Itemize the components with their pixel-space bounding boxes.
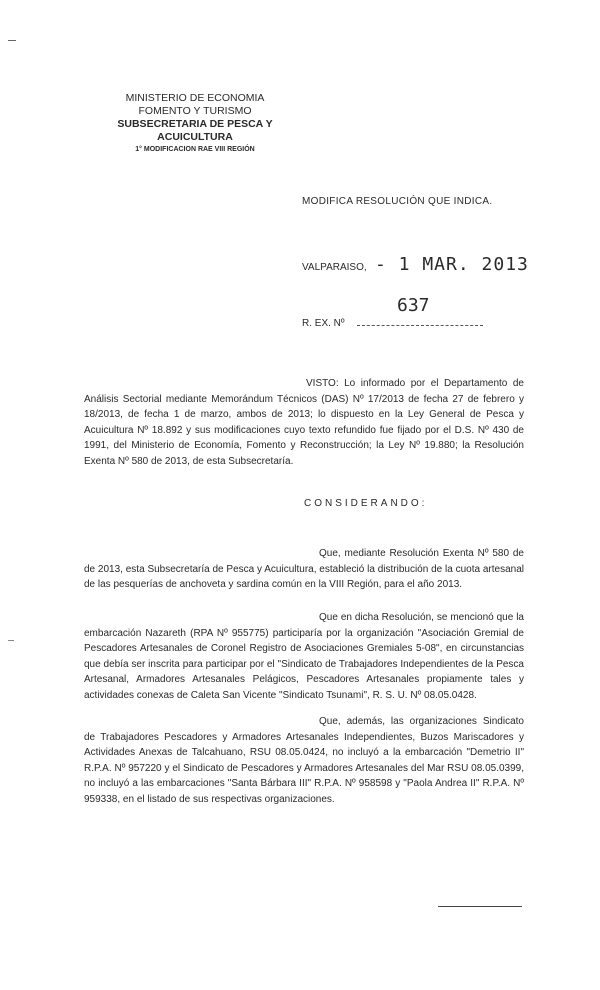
document-subject: MODIFICA RESOLUCIÓN QUE INDICA. — [302, 196, 493, 207]
margin-mark — [8, 640, 14, 641]
ministry-header — [90, 92, 300, 155]
resolution-number-line — [357, 325, 483, 326]
visto-paragraph: VISTO: Lo informado por el Departamento de Análisis Sectorial mediante Memorándum Técnicos (DAS) Nº 17/2013 de fecha 27 de febrero y 18/2013, de fecha 1 de marzo, ambos de 2013; lo dispuesto en la Ley General de Pesca y Acuicultura Nº 18.892 y sus modificaciones cuyo texto refundido fue fijado por el D.S. Nº 430 de 1991, del Ministerio de Economía, Fomento y Reconstrucción; la Ley Nº 19.880; la Resolución Exenta Nº 580 de 2013, de esta Subsecretaría. — [84, 378, 524, 467]
resolution-number: 637 — [397, 295, 430, 316]
considerando-paragraph: Que, además, las organizaciones Sindicato de Trabajadores Pescadores y Armadores Artesanales Independientes, Buzos Mariscadores y Actividades Anexas de Talcahuano, RSU 08.05.0424, no incluyó a la embarcación "Demetrio II" R.P.A. Nº 957220 y el Sindicato de Pescadores y Armadores Artesanales del Mar RSU 08.05.0399, no incluyó a las embarcaciones "Santa Bárbara III" R.P.A. Nº 958598 y "Paola Andrea II" R.P.A. Nº 959338, en el listado de sus respectivas organizaciones. — [84, 716, 524, 805]
signature-line — [438, 906, 522, 907]
subsecretary-line: SUBSECRETARIA DE PESCA Y ACUICULTURA — [117, 118, 273, 143]
considerando-paragraph: Que en dicha Resolución, se mencionó que la embarcación Nazareth (RPA Nº 955775) participaría por la organización "Asociación Gremial de Pescadores Artesanales de Coronel Registro de Asociaciones Gremiales 5-08", en circunstancias que debía ser inscrita para participar por el "Sindicato de Trabajadores Independientes de la Pesca Artesanal, Armadores Artesanales Pelágicos, Pescadores Artesanales propiamente tales y actividades conexas de Caleta San Vicente "Sindicato Tsunami", R. S. U. Nº 08.05.0428. — [84, 612, 524, 701]
resolution-label: R. EX. Nº — [302, 318, 345, 329]
considerando-heading: CONSIDERANDO: — [304, 498, 428, 509]
ministry-line: FOMENTO Y TURISMO — [138, 105, 252, 117]
modification-line: 1° MODIFICACION RAE VIII REGIÓN — [135, 146, 255, 153]
considerando-paragraph: Que, mediante Resolución Exenta Nº 580 de de 2013, esta Subsecretaría de Pesca y Acuicultura, estableció la distribución de la cuota artesanal de las pesquerías de anchoveta y sardina común en la VIII Región, para el año 2013. — [84, 548, 524, 590]
date-stamp: - 1 MAR. 2013 — [375, 254, 529, 275]
margin-mark — [8, 40, 16, 41]
ministry-line: MINISTERIO DE ECONOMIA — [125, 92, 265, 104]
place-label: VALPARAISO, — [302, 262, 367, 273]
